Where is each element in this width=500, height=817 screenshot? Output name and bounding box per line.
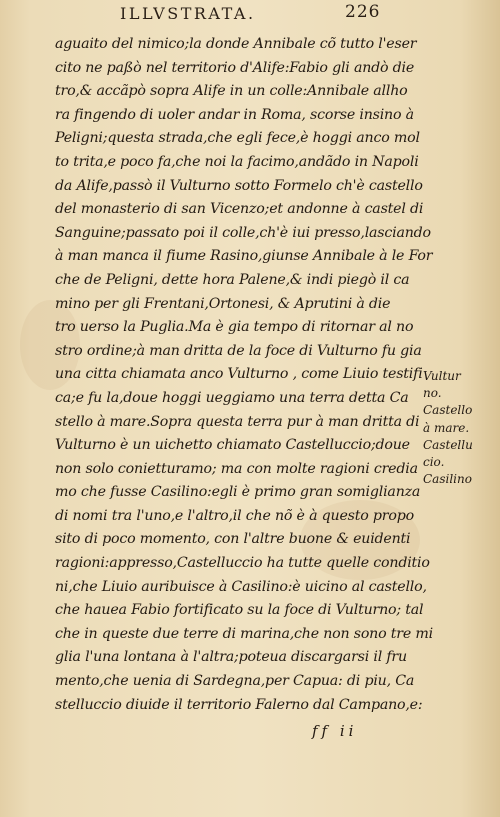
text-line: ca;e fu la,doue hoggi ueggiamo una terra detta Ca	[55, 389, 409, 406]
text-line: ni,che Liuio auribuisce à Casilino:è uicino al castello,	[55, 578, 427, 595]
text-line: Sanguine;passato poi il colle,ch'è iui presso,lasciando	[55, 224, 431, 241]
text-line: to trita,e poco fa,che noi la facimo,andãdo in Napoli	[55, 153, 419, 170]
page-number: 226	[345, 2, 381, 22]
text-line: glia l'una lontana à l'altra;poteua discargarsi il fru	[55, 649, 407, 666]
text-line: tro,& accãpò sopra Alife in un colle:Annibale allho	[55, 83, 408, 100]
text-line: non solo conietturamo; ma con molte ragioni credia	[55, 460, 418, 477]
text-line: del monasterio di san Vicenzo;et andonne à castel di	[55, 201, 424, 218]
text-line: ragioni:appresso,Castelluccio ha tutte quelle conditio	[55, 555, 430, 572]
signature-mark: ff ii	[312, 722, 358, 740]
text-line: che in queste due terre di marina,che non sono tre mi	[55, 625, 433, 642]
margin-note: Castello	[423, 403, 473, 418]
margin-note: Castellu	[423, 437, 473, 452]
text-line: di nomi tra l'uno,e l'altro,il che nõ è à questo propo	[55, 507, 414, 524]
text-line: una citta chiamata anco Vulturno , come Liuio testifi	[55, 366, 423, 383]
text-line: stello à mare.Sopra questa terra pur à man dritta di	[55, 413, 420, 430]
running-title: ILLVSTRATA.	[120, 4, 256, 23]
text-line: à man manca il fiume Rasino,giunse Annibale à le For	[55, 248, 433, 265]
margin-note: Casilino	[423, 472, 472, 487]
text-line: mino per gli Frentani,Ortonesi, & Aprutini à die	[55, 295, 391, 312]
margin-note: à mare.	[423, 420, 470, 435]
text-line: mento,che uenia di Sardegna,per Capua: di piu, Ca	[55, 673, 415, 690]
text-line: aguaito del nimico;la donde Annibale cõ tutto l'eser	[55, 36, 417, 52]
text-line: che hauea Fabio fortificato su la foce di Vulturno; tal	[55, 602, 424, 619]
margin-note: cio.	[423, 455, 445, 470]
text-line: che de Peligni, dette hora Palene,& indi piegò il ca	[55, 271, 410, 288]
text-line: sito di poco momento, con l'altre buone & euidenti	[55, 531, 411, 548]
text-line: tro uerso la Puglia.Ma è gia tempo di ritornar al no	[55, 319, 414, 336]
text-line: stelluccio diuide il territorio Falerno dal Campano,e:	[55, 696, 423, 713]
marginal-notes	[423, 368, 483, 488]
text-line: stro ordine;à man dritta de la foce di Vulturno fu gia	[55, 342, 422, 359]
margin-note: no.	[423, 386, 442, 401]
text-line: Peligni;questa strada,che egli fece,è hoggi anco mol	[55, 130, 420, 147]
margin-note: Vultur	[423, 369, 461, 383]
text-line: cito ne paßò nel territorio d'Alife:Fabio gli andò die	[55, 59, 415, 76]
text-line: mo che fusse Casilino:egli è primo gran somiglianza	[55, 484, 421, 501]
text-line: Vulturno è un uichetto chiamato Castelluccio;doue	[55, 437, 410, 454]
running-header	[120, 2, 420, 24]
text-line: ra fingendo di uoler andar in Roma, scorse insino à	[55, 106, 414, 123]
text-line: da Alife,passò il Vulturno sotto Formelo ch'è castello	[55, 177, 423, 194]
main-text	[55, 33, 433, 717]
